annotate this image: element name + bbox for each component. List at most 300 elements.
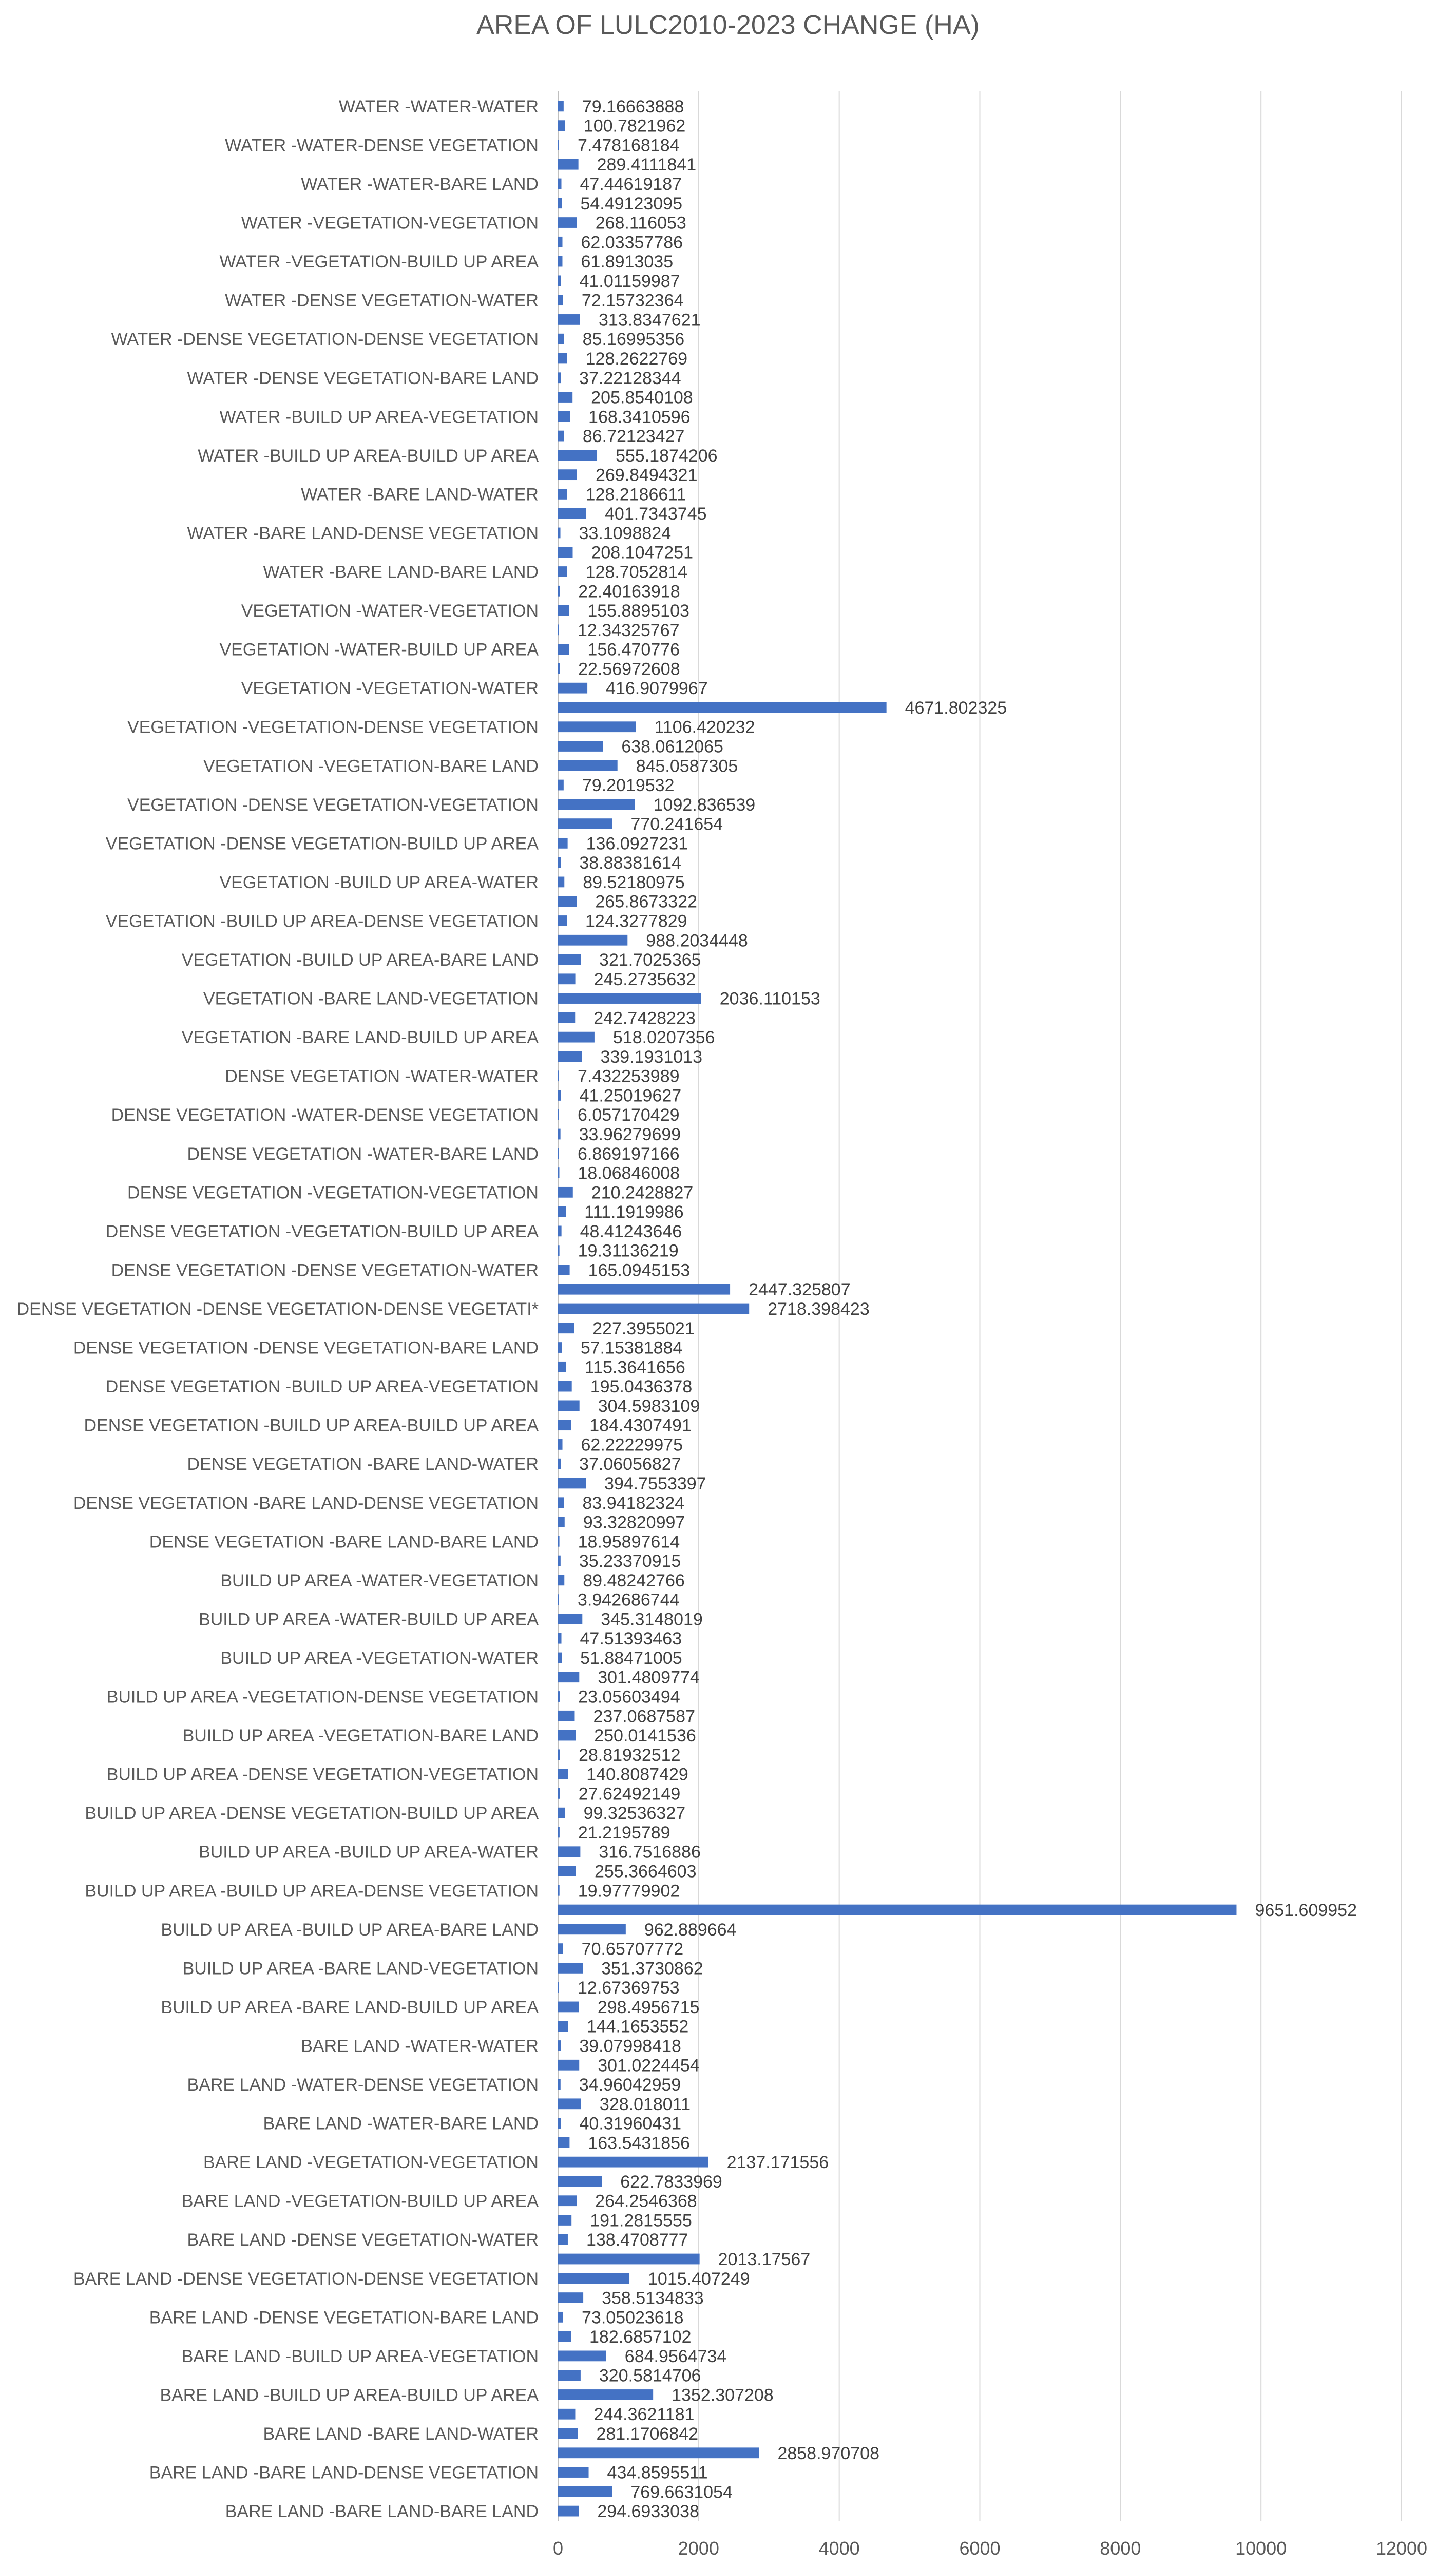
bar: [558, 877, 564, 888]
data-label: 124.3277829: [585, 911, 687, 931]
category-label: VEGETATION -WATER-BUILD UP AREA: [219, 640, 539, 660]
category-label: WATER -WATER-BARE LAND: [301, 174, 539, 194]
bar: [558, 1420, 571, 1430]
bar: [558, 1885, 560, 1896]
data-label: 86.72123427: [582, 427, 685, 447]
bar: [558, 2351, 606, 2362]
data-label: 245.2735632: [593, 969, 696, 989]
data-label: 79.2019532: [582, 776, 675, 796]
category-label: VEGETATION -BARE LAND-BUILD UP AREA: [181, 1028, 539, 1048]
category-label: DENSE VEGETATION -BARE LAND-WATER: [187, 1454, 539, 1474]
category-label: WATER -DENSE VEGETATION-WATER: [225, 291, 539, 311]
data-label: 845.0587305: [636, 756, 738, 776]
data-label: 18.95897614: [578, 1532, 680, 1552]
bar: [558, 1788, 560, 1799]
bar: [558, 1323, 574, 1333]
data-label: 70.65707772: [581, 1939, 684, 1959]
bar: [558, 275, 561, 286]
bar: [558, 1924, 626, 1934]
bar: [558, 1614, 582, 1624]
category-label: WATER -VEGETATION-VEGETATION: [241, 213, 539, 233]
bar: [558, 1769, 568, 1779]
data-label: 73.05023618: [582, 2308, 684, 2328]
data-label: 23.05603494: [578, 1687, 680, 1707]
data-label: 93.32820997: [583, 1512, 685, 1532]
category-label: DENSE VEGETATION -DENSE VEGETATION-WATER: [111, 1260, 539, 1280]
bar: [558, 1362, 566, 1372]
category-label: BUILD UP AREA -WATER-BUILD UP AREA: [199, 1610, 539, 1630]
bar: [558, 1478, 586, 1489]
data-label: 191.2815555: [590, 2211, 692, 2231]
category-label: BUILD UP AREA -VEGETATION-WATER: [220, 1648, 539, 1668]
bar: [558, 1827, 560, 1838]
category-label: BARE LAND -BUILD UP AREA-BUILD UP AREA: [160, 2385, 539, 2405]
data-label: 227.3955021: [592, 1318, 695, 1338]
category-label: VEGETATION -BARE LAND-VEGETATION: [203, 989, 539, 1009]
category-label: VEGETATION -DENSE VEGETATION-VEGETATION: [127, 795, 539, 815]
bar: [558, 1749, 560, 1760]
data-label: 140.8087429: [586, 1765, 688, 1785]
data-label: 22.56972608: [578, 659, 680, 679]
bar: [558, 721, 636, 732]
data-label: 269.8494321: [595, 465, 698, 485]
bar: [558, 2118, 561, 2129]
bar: [558, 1943, 563, 1954]
category-label: BUILD UP AREA -VEGETATION-DENSE VEGETATION: [106, 1687, 539, 1707]
data-label: 301.0224454: [598, 2056, 700, 2076]
category-label: WATER -WATER-DENSE VEGETATION: [225, 136, 539, 156]
data-label: 165.0945153: [588, 1260, 691, 1280]
bar: [558, 528, 561, 539]
bar: [558, 179, 561, 189]
bar: [558, 1594, 559, 1605]
data-label: 18.06846008: [578, 1163, 680, 1183]
bar: [558, 159, 579, 170]
data-label: 988.2034448: [646, 931, 748, 951]
category-label: BARE LAND -DENSE VEGETATION-WATER: [187, 2230, 539, 2250]
bar: [558, 2331, 571, 2342]
category-label: BUILD UP AREA -DENSE VEGETATION-VEGETATION: [106, 1765, 539, 1785]
data-label: 54.49123095: [580, 194, 683, 214]
data-label: 22.40163918: [578, 582, 680, 602]
bar: [558, 2098, 581, 2109]
bar: [558, 2215, 571, 2226]
data-label: 37.06056827: [579, 1454, 681, 1474]
bar: [558, 973, 576, 984]
data-label: 37.22128344: [579, 368, 681, 388]
data-label: 47.51393463: [580, 1629, 682, 1649]
category-label: BARE LAND -WATER-WATER: [301, 2036, 539, 2056]
data-label: 358.5134833: [602, 2288, 704, 2308]
data-label: 555.1874206: [616, 446, 718, 466]
category-label: BARE LAND -BARE LAND-BARE LAND: [225, 2502, 539, 2522]
bar: [558, 2060, 579, 2071]
bar: [558, 1730, 576, 1741]
data-label: 339.1931013: [600, 1047, 702, 1067]
bar: [558, 2389, 653, 2400]
category-label: BARE LAND -DENSE VEGETATION-BARE LAND: [149, 2308, 539, 2328]
category-label: DENSE VEGETATION -WATER-DENSE VEGETATION: [111, 1105, 539, 1125]
bar: [558, 838, 568, 849]
data-label: 434.8595511: [607, 2463, 708, 2483]
bar: [558, 1982, 559, 1993]
data-label: 41.25019627: [579, 1086, 682, 1106]
data-label: 33.1098824: [579, 523, 672, 543]
bar: [558, 2254, 700, 2265]
bar: [558, 431, 564, 442]
bar: [558, 2002, 579, 2013]
bar: [558, 2157, 708, 2168]
data-label: 61.8913035: [581, 252, 674, 272]
bar: [558, 2292, 583, 2303]
bar: [558, 295, 563, 305]
data-label: 328.018011: [599, 2094, 691, 2114]
data-label: 79.16663888: [582, 97, 684, 117]
data-label: 250.0141536: [594, 1726, 696, 1746]
bar: [558, 702, 887, 713]
bar: [558, 1032, 595, 1043]
data-label: 19.31136219: [578, 1241, 679, 1261]
data-label: 294.6933038: [597, 2502, 699, 2522]
bar: [558, 140, 559, 150]
bar: [558, 644, 569, 655]
data-label: 265.8673322: [595, 892, 697, 912]
bar: [558, 101, 564, 111]
data-label: 2447.325807: [749, 1280, 851, 1300]
data-label: 313.8347621: [598, 310, 701, 330]
bar: [558, 372, 561, 383]
bar: [558, 508, 586, 519]
bar: [558, 198, 562, 208]
bar: [558, 1187, 573, 1198]
data-label: 184.4307491: [589, 1415, 692, 1435]
category-label: DENSE VEGETATION -BUILD UP AREA-BUILD UP AREA: [84, 1415, 539, 1435]
x-tick-label: 8000: [1100, 2538, 1141, 2559]
category-label: DENSE VEGETATION -BARE LAND-DENSE VEGETATION: [73, 1493, 539, 1513]
data-label: 281.1706842: [596, 2424, 699, 2444]
bar: [558, 1051, 582, 1062]
data-label: 401.7343745: [605, 504, 707, 524]
bar: [558, 1691, 560, 1702]
category-label: DENSE VEGETATION -BUILD UP AREA-VEGETATION: [105, 1377, 539, 1397]
bar: [558, 935, 627, 946]
data-label: 770.241654: [630, 814, 723, 834]
category-label: DENSE VEGETATION -WATER-BARE LAND: [187, 1144, 539, 1164]
bar: [558, 954, 581, 965]
category-label: WATER -VEGETATION-BUILD UP AREA: [219, 252, 539, 272]
data-label: 289.4111841: [597, 155, 697, 175]
bar: [558, 1148, 559, 1159]
data-label: 298.4956715: [597, 1997, 700, 2017]
category-label: BARE LAND -VEGETATION-VEGETATION: [203, 2153, 539, 2173]
data-label: 40.31960431: [579, 2114, 682, 2134]
data-label: 416.9079967: [606, 679, 708, 699]
category-label: BUILD UP AREA -BARE LAND-VEGETATION: [182, 1959, 539, 1979]
bar: [558, 1846, 580, 1857]
category-label: WATER -BUILD UP AREA-BUILD UP AREA: [198, 446, 539, 466]
bar: [558, 2486, 612, 2497]
category-label: WATER -BARE LAND-DENSE VEGETATION: [187, 523, 539, 543]
data-label: 622.7833969: [620, 2172, 722, 2192]
x-tick-label: 12000: [1375, 2538, 1428, 2559]
bar: [558, 857, 561, 868]
category-label: DENSE VEGETATION -VEGETATION-BUILD UP AREA: [105, 1221, 539, 1241]
bar: [558, 2234, 568, 2245]
bar: [558, 1400, 580, 1411]
data-label: 85.16995356: [582, 330, 685, 350]
data-label: 163.5431856: [588, 2133, 690, 2153]
category-label: BARE LAND -DENSE VEGETATION-DENSE VEGETATION: [73, 2269, 539, 2289]
bar: [558, 120, 565, 131]
category-label: BUILD UP AREA -BARE LAND-BUILD UP AREA: [161, 1997, 539, 2017]
data-label: 242.7428223: [593, 1008, 696, 1028]
bar: [558, 1090, 561, 1101]
bar: [558, 624, 559, 635]
bar: [558, 1304, 749, 1314]
bar: [558, 2137, 569, 2148]
category-label: BUILD UP AREA -BUILD UP AREA-WATER: [199, 1842, 539, 1862]
x-tick-label: 6000: [959, 2538, 1001, 2559]
data-label: 1352.307208: [672, 2385, 774, 2405]
bar: [558, 780, 564, 791]
x-tick-label: 4000: [818, 2538, 860, 2559]
bar: [558, 1866, 576, 1876]
data-label: 136.0927231: [586, 834, 688, 854]
bar: [558, 1129, 561, 1140]
data-label: 128.7052814: [585, 562, 688, 582]
bar: [558, 1265, 570, 1275]
data-label: 168.3410596: [588, 407, 691, 427]
bar: [558, 1633, 562, 1644]
category-label: BARE LAND -BARE LAND-WATER: [263, 2424, 539, 2444]
data-label: 6.057170429: [578, 1105, 680, 1125]
data-label: 2036.110153: [719, 989, 820, 1009]
x-tick-label: 2000: [678, 2538, 719, 2559]
bar: [558, 1167, 559, 1178]
category-label: BARE LAND -BARE LAND-DENSE VEGETATION: [149, 2463, 539, 2483]
data-label: 89.52180975: [583, 872, 685, 892]
category-label: WATER -DENSE VEGETATION-DENSE VEGETATION: [111, 330, 539, 350]
bar: [558, 1245, 560, 1256]
data-label: 156.470776: [587, 640, 680, 660]
category-label: DENSE VEGETATION -VEGETATION-VEGETATION: [127, 1183, 539, 1203]
category-label: BARE LAND -WATER-DENSE VEGETATION: [187, 2075, 539, 2095]
bar: [558, 896, 577, 907]
bar: [558, 353, 567, 364]
data-label: 1015.407249: [648, 2269, 750, 2289]
bar: [558, 1808, 565, 1818]
data-label: 99.32536327: [583, 1804, 686, 1824]
data-label: 34.96042959: [579, 2075, 681, 2095]
category-label: VEGETATION -BUILD UP AREA-BARE LAND: [181, 950, 539, 970]
x-axis-ticks: [553, 2538, 1427, 2559]
data-label: 2137.171556: [726, 2153, 829, 2173]
bar: [558, 2370, 581, 2381]
bar: [558, 1381, 572, 1392]
category-label: BUILD UP AREA -VEGETATION-BARE LAND: [182, 1726, 539, 1746]
bar: [558, 392, 572, 403]
data-label: 72.15732364: [581, 291, 684, 311]
data-label: 89.48242766: [583, 1570, 685, 1591]
bar: [558, 1070, 559, 1081]
data-label: 3.942686744: [578, 1590, 680, 1610]
data-label: 255.3664603: [594, 1862, 697, 1882]
category-label: BARE LAND -BUILD UP AREA-VEGETATION: [181, 2346, 539, 2366]
data-label: 7.432253989: [578, 1066, 680, 1086]
bar: [558, 586, 560, 597]
data-label: 2718.398423: [768, 1299, 870, 1319]
category-label: DENSE VEGETATION -DENSE VEGETATION-DENSE VEGETATI*: [16, 1299, 539, 1319]
bar: [558, 469, 577, 480]
bar: [558, 547, 572, 558]
data-label: 57.15381884: [580, 1338, 683, 1358]
category-label: VEGETATION -VEGETATION-WATER: [241, 679, 539, 699]
bar: [558, 2467, 589, 2478]
chart-title: AREA OF LULC2010-2023 CHANGE (HA): [476, 10, 980, 40]
bar: [558, 1206, 566, 1217]
category-label: WATER -BARE LAND-WATER: [301, 485, 539, 505]
data-label: 345.3148019: [601, 1610, 703, 1630]
data-label: 38.88381614: [579, 853, 681, 873]
bar: [558, 1109, 559, 1120]
category-label: VEGETATION -DENSE VEGETATION-BUILD UP AREA: [105, 834, 539, 854]
data-label: 83.94182324: [582, 1493, 685, 1513]
bar: [558, 256, 562, 267]
bar: [558, 915, 567, 926]
bar: [558, 2273, 629, 2284]
bar: [558, 818, 612, 829]
bar: [558, 2021, 568, 2032]
bar: [558, 2447, 759, 2458]
bar: [558, 1653, 562, 1663]
data-label: 6.869197166: [578, 1144, 680, 1164]
category-label: WATER -DENSE VEGETATION-BARE LAND: [187, 368, 539, 388]
bar: [558, 605, 569, 616]
bar: [558, 566, 567, 577]
bar: [558, 1342, 562, 1353]
bar: [558, 1672, 579, 1682]
data-label: 7.478168184: [578, 136, 680, 156]
bar: [558, 2079, 561, 2090]
data-label: 264.2546368: [595, 2191, 697, 2211]
data-label: 144.1653552: [586, 2017, 689, 2037]
data-label: 62.03357786: [581, 233, 683, 253]
category-label: VEGETATION -BUILD UP AREA-WATER: [219, 872, 539, 892]
data-label: 2013.17567: [718, 2250, 811, 2270]
data-label: 51.88471005: [580, 1648, 682, 1668]
data-label: 316.7516886: [599, 1842, 701, 1862]
bar: [558, 2428, 578, 2439]
data-label: 301.4809774: [598, 1668, 700, 1688]
bar: [558, 2195, 577, 2206]
data-label: 9651.609952: [1255, 1901, 1357, 1921]
bar: [558, 1226, 562, 1237]
data-label: 33.96279699: [579, 1125, 681, 1145]
bar: [558, 2506, 579, 2517]
bar: [558, 334, 564, 344]
bar: [558, 2176, 602, 2187]
bar: [558, 237, 562, 247]
data-label: 28.81932512: [578, 1745, 681, 1765]
data-label: 684.9564734: [624, 2346, 727, 2366]
data-label: 21.2195789: [578, 1823, 670, 1843]
data-label: 41.01159987: [579, 271, 680, 291]
data-label: 195.0436378: [590, 1377, 693, 1397]
data-label: 100.7821962: [583, 116, 686, 136]
data-label: 210.2428827: [591, 1183, 694, 1203]
data-label: 128.2186611: [585, 485, 686, 505]
data-label: 394.7553397: [604, 1473, 706, 1493]
data-label: 27.62492149: [578, 1784, 681, 1804]
category-label: BUILD UP AREA -BUILD UP AREA-DENSE VEGETATION: [85, 1881, 539, 1901]
data-label: 111.1919986: [584, 1202, 684, 1222]
data-label: 518.0207356: [612, 1028, 715, 1048]
category-label: WATER -BUILD UP AREA-VEGETATION: [219, 407, 539, 427]
category-label: VEGETATION -VEGETATION-DENSE VEGETATION: [127, 717, 539, 737]
data-label: 182.6857102: [589, 2327, 692, 2347]
category-label: BARE LAND -VEGETATION-BUILD UP AREA: [181, 2191, 539, 2211]
category-label: BUILD UP AREA -BUILD UP AREA-BARE LAND: [161, 1920, 539, 1940]
category-label: BUILD UP AREA -WATER-VEGETATION: [220, 1570, 539, 1591]
data-label: 962.889664: [644, 1920, 737, 1940]
data-label: 1092.836539: [653, 795, 756, 815]
data-label: 12.34325767: [578, 620, 680, 640]
data-label: 351.3730862: [601, 1959, 703, 1979]
data-label: 244.3621181: [593, 2405, 695, 2425]
bar: [558, 683, 587, 694]
bar: [558, 1517, 565, 1527]
data-label: 62.22229975: [581, 1435, 683, 1455]
data-label: 1106.420232: [654, 717, 755, 737]
bar: [558, 411, 570, 422]
bar: [558, 1439, 563, 1450]
bar: [558, 993, 701, 1004]
bar: [558, 741, 603, 752]
data-label: 237.0687587: [593, 1707, 696, 1727]
category-label: DENSE VEGETATION -DENSE VEGETATION-BARE LAND: [73, 1338, 539, 1358]
data-label: 320.5814706: [599, 2366, 701, 2386]
bar: [558, 1536, 560, 1547]
data-label: 769.6631054: [630, 2482, 733, 2502]
data-label: 321.7025365: [599, 950, 701, 970]
data-label: 47.44619187: [580, 174, 682, 194]
bar: [558, 1905, 1236, 1915]
bar: [558, 1497, 564, 1508]
bar: [558, 2409, 575, 2420]
data-label: 12.67369753: [578, 1978, 680, 1998]
bar: [558, 489, 567, 500]
data-label: 48.41243646: [580, 1221, 682, 1241]
x-tick-label: 10000: [1235, 2538, 1287, 2559]
data-label: 205.8540108: [591, 388, 693, 408]
category-label: BUILD UP AREA -DENSE VEGETATION-BUILD UP AREA: [85, 1804, 539, 1824]
bar: [558, 217, 577, 228]
bar: [558, 2312, 563, 2323]
category-label: WATER -WATER-WATER: [338, 97, 539, 117]
data-label: 115.3641656: [584, 1357, 685, 1377]
bar: [558, 1556, 561, 1566]
data-label: 4671.802325: [905, 698, 1007, 718]
data-label: 208.1047251: [591, 543, 694, 563]
bar: [558, 760, 618, 771]
data-label: 638.0612065: [621, 737, 723, 757]
bar: [558, 1963, 583, 1974]
category-labels: [17, 97, 539, 2521]
bar: [558, 1284, 730, 1295]
category-label: VEGETATION -VEGETATION-BARE LAND: [203, 756, 539, 776]
bar: [558, 1012, 575, 1023]
category-label: DENSE VEGETATION -WATER-WATER: [225, 1066, 539, 1086]
